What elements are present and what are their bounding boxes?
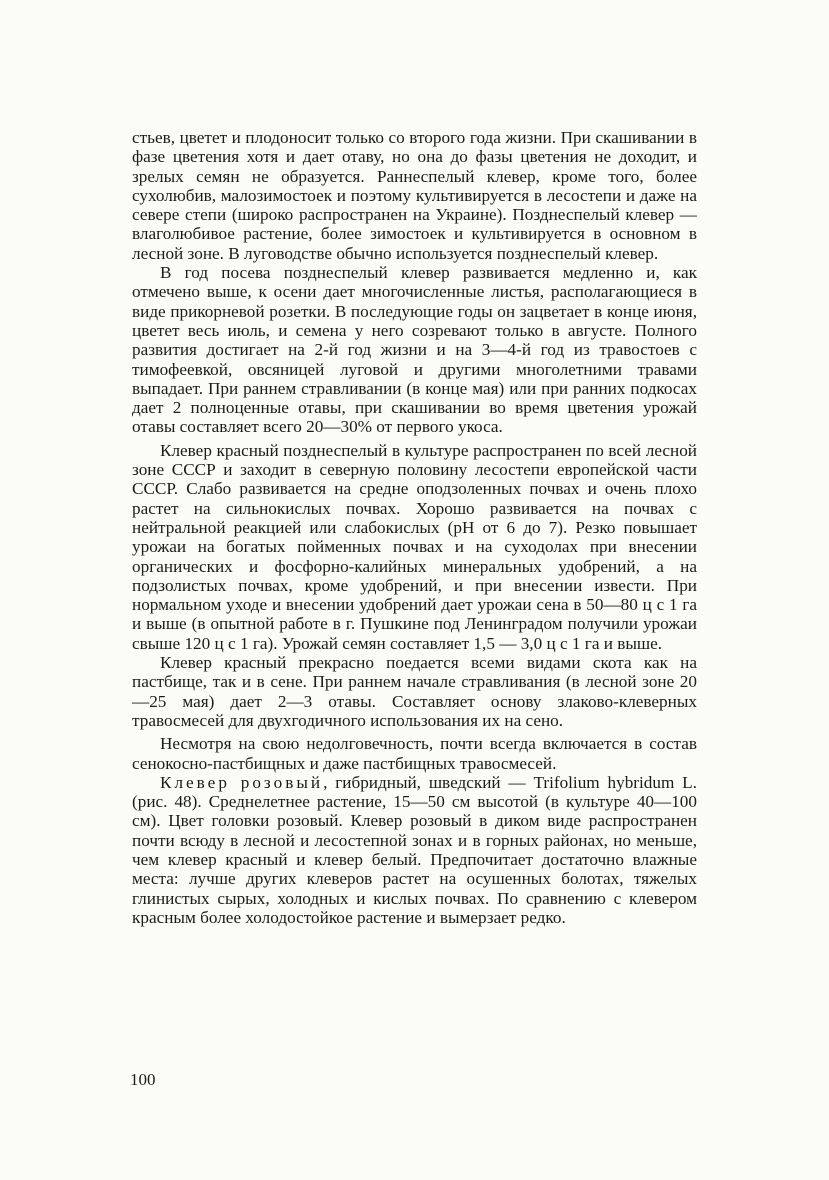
paragraph-continuation: стьев, цветет и плодоносит только со второго года жизни. При скашивании в фазе цветения хотя и дает отаву, но она до фазы цветения не доходит, и зрелых семян не образуется. Раннеспелый клевер, кроме того, более сухолюбив, малозимостоек и поэтому культивируется в лесостепи и даже на севере степи (широко распространен на Украине). Позднеспелый клевер — влаголюбивое растение, более зимостоек и культивируется в основном в лесной зоне. В луговодстве обычно используется позднеспелый клевер. — [132, 128, 697, 263]
paragraph-alsike-clover — [132, 773, 697, 927]
paragraph-forage: Клевер красный прекрасно поедается всеми видами скота как на пастбище, так и в сене. При раннем начале стравливания (в лесной зоне 20—25 мая) дает 2—3 отавы. Составляет основу злаково-клеверных травосмесей для двухгодичного использования их на сено. — [132, 653, 697, 730]
paragraph-distribution: Клевер красный позднеспелый в культуре распространен по всей лесной зоне СССР и заходит в северную половину лесостепи европейской части СССР. Слабо развивается на средне оподзоленных почвах и очень плохо растет на сильнокислых почвах. Хорошо развивается на почвах с нейтральной реакцией или слабокислых (pH от 6 до 7). Резко повышает урожаи на богатых пойменных почвах и на суходолах при внесении органических и фосфорно-калийных минеральных удобрений, а на подзолистых почвах, кроме удобрений, и при внесении извести. При нормальном уходе и внесении удобрений дает урожаи сена в 50—80 ц с 1 га и выше (в опытной работе в г. Пушкине под Ленинградом получили урожаи свыше 120 ц с 1 га). Урожай семян составляет 1,5 — 3,0 ц с 1 га и выше. — [132, 440, 697, 653]
species-name: Клевер розовый — [160, 772, 324, 792]
paragraph-first-year: В год посева позднеспелый клевер развивается медленно и, как отмечено выше, к осени дает многочисленные листья, располагающиеся в виде прикорневой розетки. В последующие годы он зацветает в конце июня, цветет весь июль, и семена у него созревают только в августе. Полного развития достигает на 2-й год жизни и на 3—4-й год из травостоев с тимофеевкой, овсяницей луговой и другими многолетними травами выпадает. При раннем стравливании (в конце мая) или при ранних подкосах дает 2 полноценные отавы, при скашивании во время цветения урожай отавы составляет всего 20—30% от первого укоса. — [132, 263, 697, 437]
species-description: , гибридный, шведский — Trifolium hybridum L. (рис. 48). Среднелетнее растение, 15—50 см высотой (в культуре 40—100 см). Цвет головки розовый. Клевер розовый в диком виде распространен почти всюду в лесной и лесостепной зонах и в горных районах, но меньше, чем клевер красный и клевер белый. Предпочитает достаточно влажные места: лучше других клеверов растет на осушенных болотах, тяжелых глинистых сырых, холодных и кислых почвах. По сравнению с клевером красным более холодостойкое растение и вымерзает редко. — [132, 772, 697, 927]
page-number: 100 — [130, 1070, 156, 1089]
body-text — [132, 128, 697, 927]
paragraph-mixtures: Несмотря на свою недолговечность, почти всегда включается в состав сенокосно-пастбищных и даже пастбищных травосмесей. — [132, 734, 697, 773]
